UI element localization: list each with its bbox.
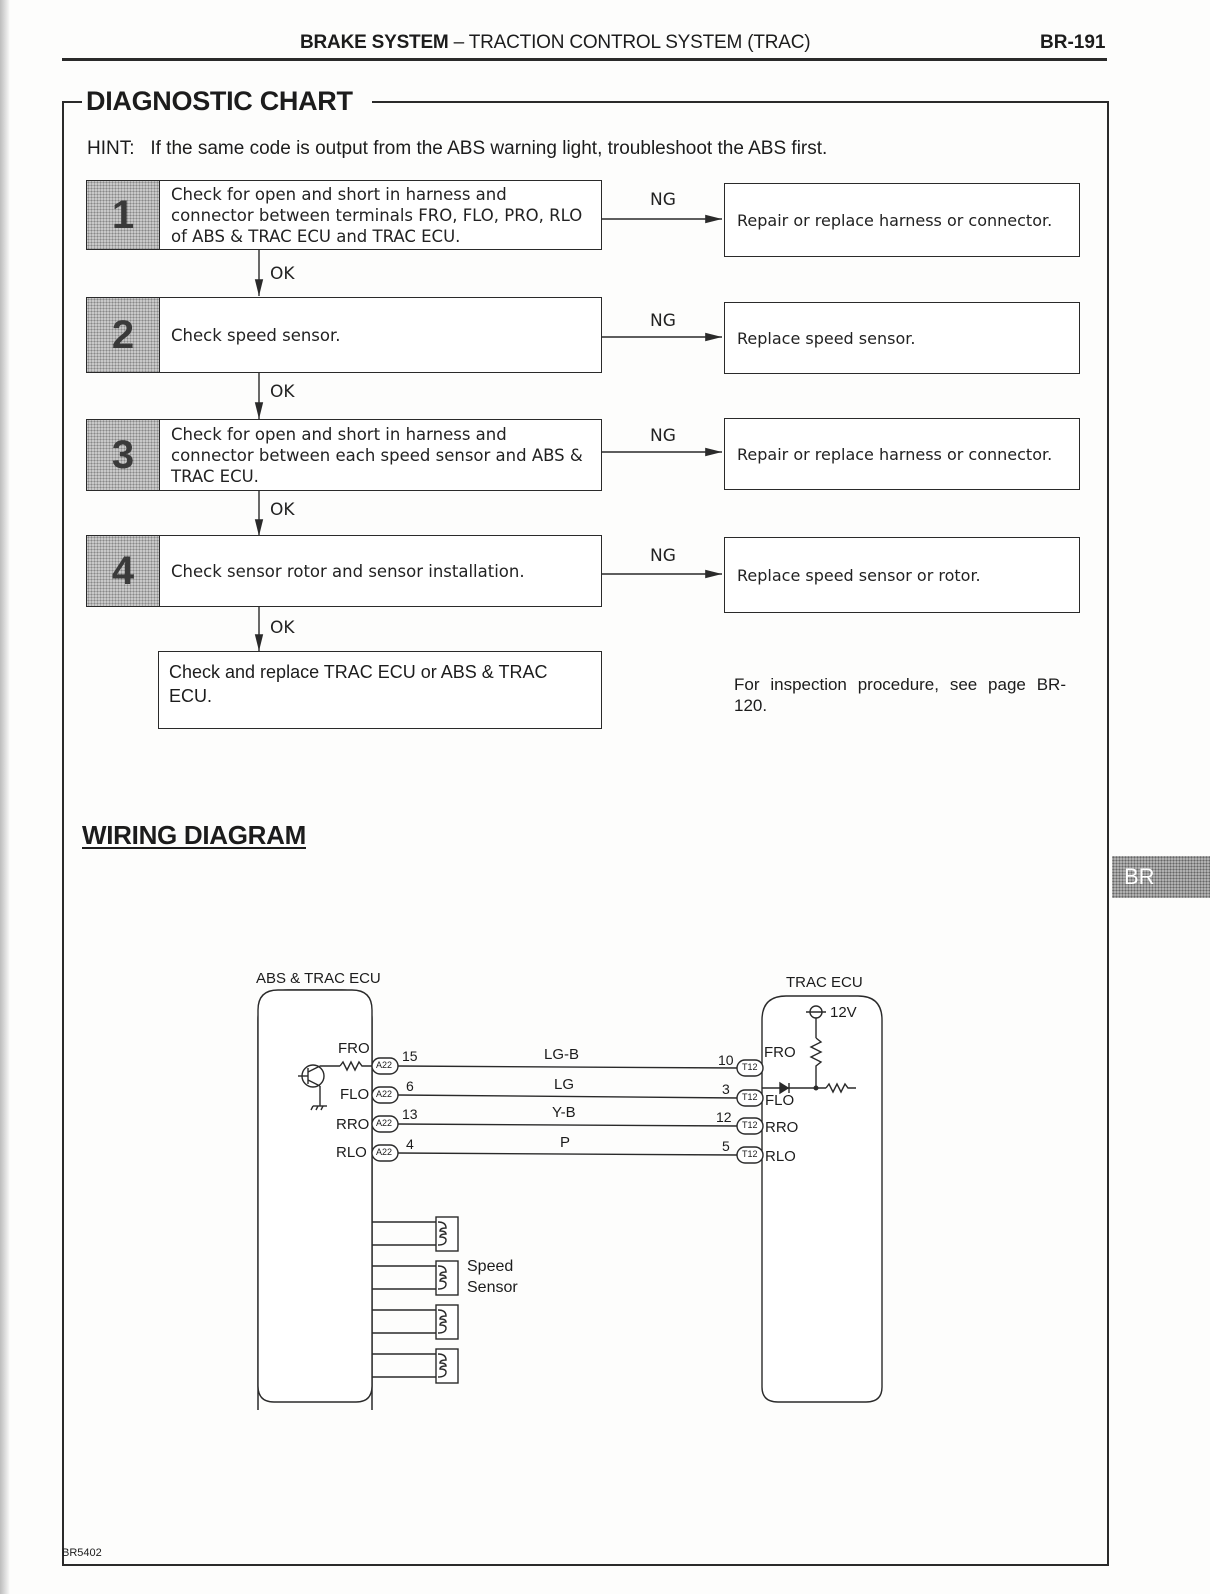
step-text: Check for open and short in harness and connector between terminals FRO, FLO, PRO, RLO of ABS & TRAC ECU and TRAC ECU.: [171, 184, 583, 246]
hint-text: HINT: If the same code is output from the ABS warning light, troubleshoot the ABS first.: [87, 138, 828, 159]
connector-t12: T12: [742, 1120, 758, 1130]
ng-label: NG: [650, 546, 676, 566]
ok-label: OK: [270, 500, 295, 520]
right-terminal-rro: RRO: [765, 1119, 799, 1136]
left-terminal-flo: FLO: [340, 1086, 370, 1103]
ng-label: NG: [650, 190, 676, 210]
wiring-diagram-title: WIRING DIAGRAM: [82, 820, 306, 850]
step-4-ng-result: Replace speed sensor or rotor.: [724, 537, 1080, 613]
step-number: 2: [87, 298, 160, 372]
ng-label: NG: [650, 426, 676, 446]
wire-color: LG: [554, 1076, 575, 1093]
step-number: 3: [87, 420, 160, 490]
wire-color: P: [560, 1134, 571, 1151]
step-text: Check sensor rotor and sensor installation.: [171, 561, 525, 581]
left-terminal-fro: FRO: [338, 1040, 370, 1057]
connector-a22: A22: [376, 1118, 393, 1128]
step-text: Check for open and short in harness and connector between each speed sensor and ABS & TRAC ECU.: [171, 424, 583, 486]
step-3-ng-result: Repair or replace harness or connector.: [724, 418, 1080, 490]
diagnostic-chart-title: DIAGNOSTIC CHART: [86, 86, 353, 116]
step-2-ng-result: Replace speed sensor.: [724, 302, 1080, 374]
page-number: BR-191: [1040, 32, 1106, 53]
speed-sensor-label-2: Sensor: [467, 1279, 518, 1296]
connector-a22: A22: [376, 1147, 393, 1157]
section-tab-br[interactable]: BR: [1112, 856, 1210, 898]
step-1-ng-result: Repair or replace harness or connector.: [724, 183, 1080, 257]
step-number: 1: [87, 181, 160, 249]
connector-a22: A22: [376, 1089, 393, 1099]
left-pin: 4: [406, 1136, 414, 1152]
step-number: 4: [87, 536, 160, 606]
right-pin: 5: [722, 1138, 730, 1154]
ok-label: OK: [270, 264, 295, 284]
left-pin: 15: [402, 1048, 418, 1064]
ng-label: NG: [650, 311, 676, 331]
connector-t12: T12: [742, 1062, 758, 1072]
final-action-box: Check and replace TRAC ECU or ABS & TRAC ECU.: [158, 651, 602, 729]
ok-label: OK: [270, 382, 295, 402]
wire-color: Y-B: [552, 1104, 576, 1121]
connector-t12: T12: [742, 1092, 758, 1102]
right-pin: 3: [722, 1081, 730, 1097]
connector-a22: A22: [376, 1060, 393, 1070]
figure-id: BR5402: [62, 1547, 102, 1559]
connector-t12: T12: [742, 1149, 758, 1159]
supply-voltage-label: 12V: [830, 1004, 857, 1021]
left-terminal-rro: RRO: [336, 1116, 370, 1133]
right-terminal-rlo: RLO: [765, 1148, 796, 1165]
right-pin: 10: [718, 1052, 734, 1068]
ok-label: OK: [270, 618, 295, 638]
right-ecu-label: TRAC ECU: [786, 974, 863, 991]
step-text: Check speed sensor.: [171, 325, 341, 345]
page-header-title: BRAKE SYSTEM – TRACTION CONTROL SYSTEM (TRAC): [300, 32, 811, 53]
speed-sensor-label: Speed: [467, 1258, 514, 1275]
left-pin: 13: [402, 1106, 418, 1122]
inspection-note: For inspection procedure, see page BR-120.: [734, 675, 1066, 715]
right-terminal-fro: FRO: [764, 1044, 796, 1061]
right-pin: 12: [716, 1109, 732, 1125]
left-pin: 6: [406, 1078, 414, 1094]
right-terminal-flo: FLO: [765, 1092, 795, 1109]
left-terminal-rlo: RLO: [336, 1144, 367, 1161]
left-ecu-label: ABS & TRAC ECU: [256, 970, 381, 987]
wire-color: LG-B: [544, 1046, 580, 1063]
